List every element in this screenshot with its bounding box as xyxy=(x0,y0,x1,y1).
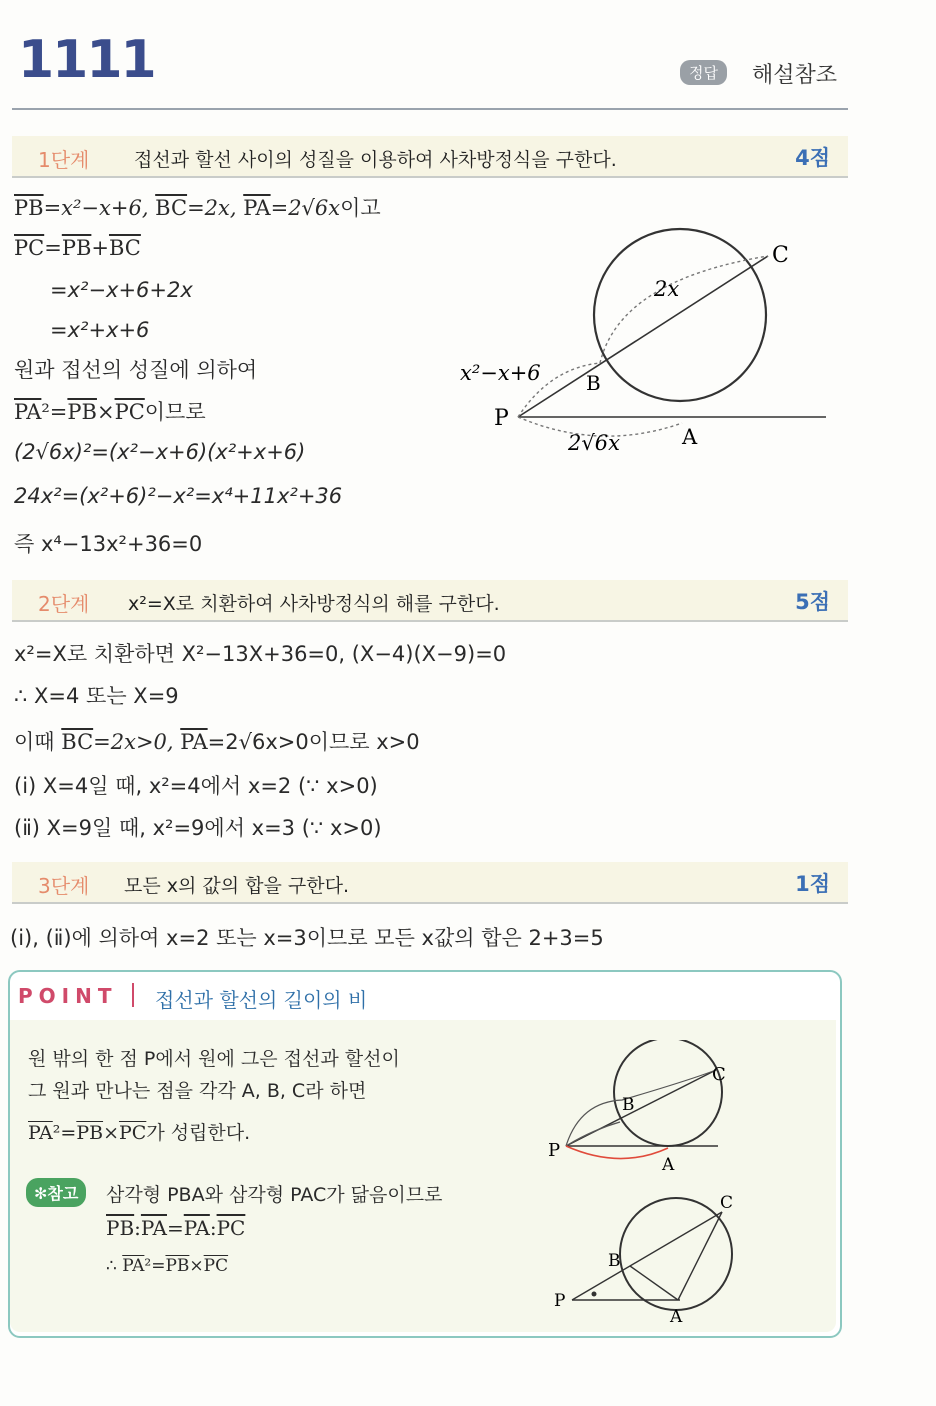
step-1-title: 접선과 할선 사이의 성질을 이용하여 사차방정식을 구한다. xyxy=(134,149,617,171)
figure3-label-c: C xyxy=(720,1193,734,1213)
figure3-circle xyxy=(620,1198,732,1310)
figure2-label-b: B xyxy=(622,1095,635,1115)
step2-line-2: ∴ X=4 또는 X=9 xyxy=(14,684,179,708)
step-2-points: 5점 xyxy=(795,590,830,614)
point-figure xyxy=(540,1040,750,1180)
figure1-label-b: B xyxy=(586,371,601,395)
point-text-3: $\overline{PA}^2=\overline{PB}\times\overline{PC}$가 성립한다. xyxy=(28,1122,251,1144)
figure1-label-a: A xyxy=(682,425,698,449)
step2-line-5: (ⅱ) X=9일 때, x²=9에서 x=3 (∵ x>0) xyxy=(14,816,382,840)
figure2-secant-line xyxy=(566,1070,716,1146)
point-title: 접선과 할선의 길이의 비 xyxy=(155,988,368,1012)
note-badge: ✻참고 xyxy=(26,1178,86,1207)
tangent-secant-figure xyxy=(450,220,840,470)
figure1-label-pa: 2√6x xyxy=(568,431,620,455)
step-1-points: 4점 xyxy=(795,146,830,170)
similar-triangles-figure xyxy=(550,1186,750,1326)
answer-text: 해설참조 xyxy=(752,63,838,88)
step-3-label: 3단계 xyxy=(38,874,90,898)
step2-line-1: x²=X로 치환하면 X²−13X+36=0, (X−4)(X−9)=0 xyxy=(14,642,507,666)
figure2-label-p: P xyxy=(548,1140,561,1161)
step1-line-1: $\overline{PB}=x^2-x+6$, $\overline{BC}=2x$, $\overline{PA}=2√6x$이고 xyxy=(14,196,381,220)
header-divider xyxy=(12,108,848,110)
step-1-bar xyxy=(12,136,848,178)
figure1-label-pb: x²−x+6 xyxy=(460,361,541,385)
step2-line-3: 이때 $\overline{BC}=2x>0$, $\overline{PA}=2√6x>0$이므로 x>0 xyxy=(14,730,420,754)
step-3-title: 모든 x의 값의 합을 구한다. xyxy=(124,875,349,897)
point-text-2: 그 원과 만나는 점을 각각 A, B, C라 하면 xyxy=(28,1080,367,1102)
figure3-label-a: A xyxy=(670,1307,683,1326)
figure1-circle xyxy=(594,229,766,401)
note-text-3: ∴ $\overline{PA}^2=\overline{PB}\times\overline{PC}$ xyxy=(106,1256,229,1276)
step1-line-6: $\overline{PA}^2=\overline{PB}\times\overline{PC}$이므로 xyxy=(14,400,206,424)
step-2-title: x²=X로 치환하여 사차방정식의 해를 구한다. xyxy=(128,593,500,615)
problem-number: 1111 xyxy=(18,30,155,90)
figure3-angle-mark xyxy=(592,1292,597,1297)
figure1-label-p: P xyxy=(494,406,509,431)
step2-line-4: (ⅰ) X=4일 때, x²=4에서 x=2 (∵ x>0) xyxy=(14,774,378,798)
figure1-label-2x: 2x xyxy=(654,277,680,301)
figure3-label-b: B xyxy=(608,1251,621,1271)
answer-badge: 정답 xyxy=(680,60,727,85)
step-2-label: 2단계 xyxy=(38,592,90,616)
step-3-points: 1점 xyxy=(795,872,830,896)
point-separator xyxy=(132,983,134,1007)
figure2-circle xyxy=(614,1040,722,1146)
step3-line-1: (ⅰ), (ⅱ)에 의하여 x=2 또는 x=3이므로 모든 x값의 합은 2+3=5 xyxy=(10,926,604,950)
step1-line-8: 24x²=(x²+6)²−x²=x⁴+11x²+36 xyxy=(14,484,343,508)
figure2-arc-pa xyxy=(566,1146,668,1159)
figure2-label-c: C xyxy=(712,1064,726,1085)
step1-line-9: 즉 x⁴−13x²+36=0 xyxy=(14,532,203,556)
figure2-label-a: A xyxy=(662,1155,675,1175)
point-text-1: 원 밖의 한 점 P에서 원에 그은 접선과 할선이 xyxy=(28,1048,400,1070)
point-label: POINT xyxy=(18,984,118,1008)
step-3-bar xyxy=(12,862,848,904)
step-1-label: 1단계 xyxy=(38,148,90,172)
step1-line-7: (2√6x)²=(x²−x+6)(x²+x+6) xyxy=(14,440,306,464)
figure3-label-p: P xyxy=(554,1291,566,1311)
note-text-1: 삼각형 PBA와 삼각형 PAC가 닮음이므로 xyxy=(106,1184,443,1206)
step1-line-4: =x²+x+6 xyxy=(50,318,150,342)
step-2-bar xyxy=(12,580,848,622)
step1-line-3: =x²−x+6+2x xyxy=(50,278,193,302)
figure1-label-c: C xyxy=(772,243,789,268)
step1-line-5: 원과 접선의 성질에 의하여 xyxy=(14,358,258,382)
note-text-2: $\overline{PB}:\overline{PA}=\overline{PA}:\overline{PC}$ xyxy=(106,1216,246,1240)
step1-line-2: $\overline{PC}=\overline{PB}+\overline{BC}$ xyxy=(14,236,141,260)
